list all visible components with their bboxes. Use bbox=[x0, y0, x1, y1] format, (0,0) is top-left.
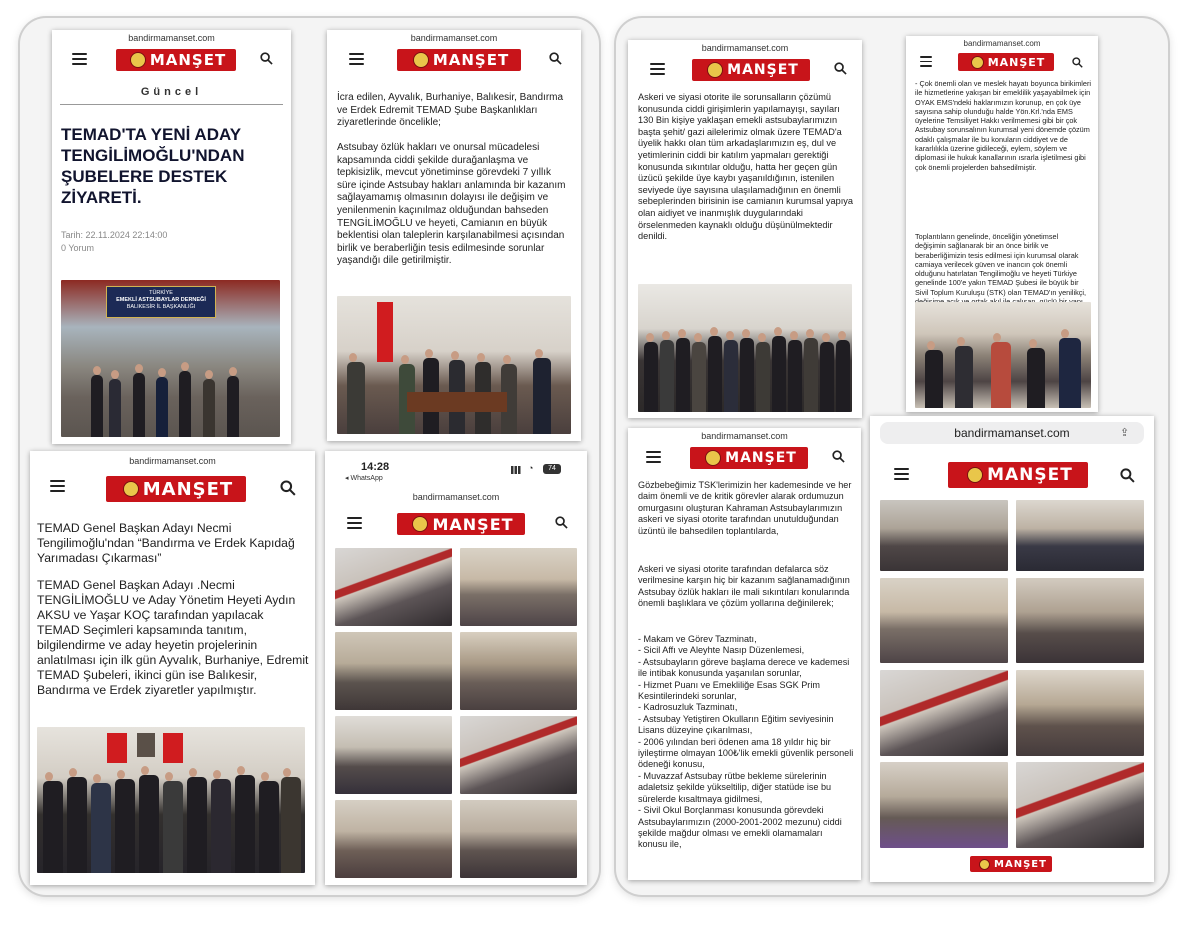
emblem-icon bbox=[412, 516, 428, 532]
comment-count[interactable]: 0 Yorum bbox=[61, 243, 95, 253]
search-icon[interactable] bbox=[555, 516, 568, 529]
site-header bbox=[52, 43, 291, 77]
gallery-photo[interactable] bbox=[460, 800, 577, 878]
menu-icon[interactable] bbox=[646, 451, 661, 463]
list-item: - Astsubayların göreve başlama derece ve kademesi ile intibak konusunda yaşanılan sorunlar, bbox=[638, 656, 850, 679]
site-url: bandirmamanset.com bbox=[701, 43, 789, 53]
search-icon[interactable] bbox=[1120, 468, 1135, 483]
article-photo bbox=[37, 727, 305, 873]
address-bar[interactable] bbox=[880, 422, 1144, 444]
search-icon[interactable] bbox=[834, 62, 847, 75]
article-title: TEMAD'TA YENİ ADAY TENGİLİMOĞLU'NDAN ŞUBELERE DESTEK ZİYARETİ. bbox=[61, 125, 245, 207]
gallery-photo[interactable] bbox=[460, 548, 577, 626]
article-card-2 bbox=[327, 30, 581, 441]
article-card-3 bbox=[30, 451, 315, 885]
gallery-photo[interactable] bbox=[1016, 762, 1144, 848]
address-bar-url: bandirmamanset.com bbox=[954, 426, 1070, 440]
gallery-photo[interactable] bbox=[460, 716, 577, 794]
site-header bbox=[870, 458, 1154, 492]
share-icon[interactable]: ⇪ bbox=[1120, 427, 1130, 439]
article-card-1 bbox=[52, 30, 291, 444]
menu-icon[interactable] bbox=[920, 56, 932, 68]
search-icon[interactable] bbox=[832, 450, 845, 463]
emblem-icon bbox=[707, 62, 723, 78]
gallery-photo[interactable] bbox=[460, 632, 577, 710]
site-logo[interactable]: MANŞET bbox=[397, 49, 521, 71]
emblem-icon bbox=[413, 52, 429, 68]
list-item: - Muvazzaf Astsubay rütbe bekleme sürelerinin adaletsiz şekilde yükseltilip, diğer statüde ise bu sürelerde kısaltmaya gidilmesi, bbox=[638, 770, 832, 804]
table bbox=[407, 392, 507, 412]
site-url: bandirmamanset.com bbox=[701, 431, 788, 441]
footer-logo[interactable]: MANŞET bbox=[970, 856, 1052, 872]
menu-icon[interactable] bbox=[650, 63, 665, 75]
menu-icon[interactable] bbox=[347, 517, 362, 529]
gallery-photo[interactable] bbox=[880, 670, 1008, 756]
site-header bbox=[327, 43, 581, 77]
site-logo[interactable]: MANŞET bbox=[958, 53, 1054, 71]
site-logo[interactable]: MANŞET bbox=[397, 513, 525, 535]
list-item: - Makam ve Görev Tazminatı, bbox=[638, 634, 757, 644]
emblem-icon bbox=[705, 450, 721, 466]
association-sign: TÜRKİYE EMEKLİ ASTSUBAYLAR DERNEĞİ BALIKESİR İL BAŞKANLIĞI bbox=[106, 286, 216, 318]
gallery-photo[interactable] bbox=[1016, 670, 1144, 756]
site-logo[interactable]: MANŞET bbox=[106, 476, 246, 502]
site-url: bandirmamanset.com bbox=[129, 456, 216, 466]
emblem-icon bbox=[971, 56, 984, 69]
menu-icon[interactable] bbox=[894, 468, 909, 480]
gallery-photo[interactable] bbox=[880, 578, 1008, 663]
wifi-icon: ◔ bbox=[528, 463, 534, 473]
article-body: Askeri ve siyasi otorite ile sorunsalların çözümü konusunda ciddi girişimlerin yapılamayışı, sayıları 130 Bin kişiye yaklaşan emekli astsubaylarımızın başta şehit/ gazi ailelerimiz olmak üzere TEMAD'a üyelik hakkı olan tüm arkadaşlarımızın eş, dul ve yetimlerinin ciddi bir katılım yapmaları gerektiği konusunda sıkıntılar olduğu, hatta her geçen gün üzücü şekilde üye kaybı yaşanıldığının, istenilen seviyede üye sayısına ulaşılamadığının en önemli sebeplerinden birisinin ise camianın kurumsal yapıya olan aidiyet ve inanmışlık duygularındaki örselenmeden kaynaklı olduğu düşünülmektedir denildi. bbox=[638, 92, 853, 242]
list-item: - Sicil Affı ve Aleyhte Nasıp Düzenlemesi, bbox=[638, 645, 805, 656]
search-icon[interactable] bbox=[549, 52, 562, 65]
site-logo[interactable]: MANŞET bbox=[690, 447, 808, 469]
list-item: - Hizmet Puanı ve Emekliliğe Esas SGK Prim Kesintilerindeki sorunlar, bbox=[638, 679, 820, 702]
search-icon[interactable] bbox=[260, 52, 273, 65]
article-card-7 bbox=[628, 428, 861, 880]
whatsapp-back[interactable]: ◂ WhatsApp bbox=[345, 475, 383, 482]
category-label[interactable]: Güncel bbox=[140, 86, 203, 98]
gallery-photo[interactable] bbox=[335, 632, 452, 710]
search-icon[interactable] bbox=[280, 480, 296, 496]
site-header bbox=[628, 53, 862, 87]
portrait-frame bbox=[137, 733, 155, 757]
list-item: - Sivil Okul Borçlanması konusunda görevdeki Astsubaylarımızın (2000-2001-2002 mezunu) ciddi şekilde mağdur olması ve emekli olamamaları konusu ile, bbox=[638, 805, 842, 850]
list-item: - Kadrosuzluk Tazminatı, bbox=[638, 702, 738, 713]
site-header bbox=[325, 507, 587, 541]
article-card-6 bbox=[906, 36, 1098, 412]
category-divider bbox=[60, 104, 283, 105]
gallery-photo[interactable] bbox=[1016, 578, 1144, 663]
signal-icon bbox=[511, 466, 523, 474]
article-photo bbox=[61, 280, 280, 437]
article-date: Tarih: 22.11.2024 22:14:00 bbox=[61, 230, 168, 240]
menu-icon[interactable] bbox=[50, 480, 65, 492]
article-paragraph-2: Toplantıların genelinde, önceliğin yönetimsel değişimin sağlanarak bir an önce birlik ve beraberliğimizin tesis edilmesi için kurumsal olarak camiaya verilecek güven ve inancın çok önemli olduğunu hatırlatan Tengilimoğlu ve heyeti Türkiye genelinde 100'e yakın TEMAD Şubesi ile büyük bir Sivil Toplum Kuruluşu (STK) olan TEMAD'ın yenilikçi, bbox=[915, 232, 1087, 297]
emblem-icon bbox=[130, 52, 146, 68]
article-card-4 bbox=[325, 451, 587, 885]
article-card-8 bbox=[870, 416, 1154, 882]
menu-icon[interactable] bbox=[72, 53, 87, 65]
emblem-icon bbox=[967, 467, 983, 483]
article-paragraph-1: Gözbebeğimiz TSK'lerimizin her kademesinde ve her daim önemli ve de kritik görevler alarak ordumuzun omurgasını oluşturan Kahraman Astsubaylarımızın askeri ve siyasi otorite tarafından unutulduğundan üzüntü ile bahsedilen toplantılarda, bbox=[638, 480, 852, 536]
site-url: bandirmamanset.com bbox=[412, 492, 500, 502]
gallery-photo[interactable] bbox=[335, 800, 452, 878]
site-url: bandirmamanset.com bbox=[963, 39, 1041, 48]
article-photo bbox=[337, 296, 571, 434]
emblem-icon bbox=[979, 859, 990, 870]
site-url: bandirmamanset.com bbox=[128, 33, 215, 43]
site-header bbox=[628, 441, 861, 475]
emblem-flag bbox=[163, 733, 183, 763]
article-photo bbox=[638, 284, 852, 412]
search-icon[interactable] bbox=[1072, 55, 1083, 66]
gallery-photo[interactable] bbox=[880, 500, 1008, 571]
site-header bbox=[30, 466, 315, 510]
article-body: TEMAD Genel Başkan Adayı .Necmi TENGİLİMOĞLU ve Aday Yönetim Heyeti Aydın AKSU ve Yaşar KOÇ tarafından yapılacak TEMAD Seçimleri kapsamında tanıtım, bilgilendirme ve aday heyetin projelerinin anlatılması için ilk gün Ayvalık, Burhaniye, Edremit TEMAD Şubeleri, ikinci gün ise Balıkesir, Bandırma ve Erdek ziyaretler yapılmıştır. bbox=[37, 578, 309, 697]
article-paragraph-1: İcra edilen, Ayvalık, Burhaniye, Balıkesir, Bandırma ve Erdek Edremit TEMAD Şube Başkanlıkları ziyaretlerinde öncelikle; bbox=[337, 92, 564, 129]
gallery-photo[interactable] bbox=[335, 548, 452, 626]
article-card-5 bbox=[628, 40, 862, 418]
menu-icon[interactable] bbox=[349, 53, 364, 65]
gallery-photo[interactable] bbox=[880, 762, 1008, 848]
article-paragraph-1: - Çok önemli olan ve meslek hayatı boyunca birikimleri ile hizmetlerine yakışan bir emeklilik yaşayabilmek için OYAK EMS'ndeki haklarımızın korunup, en çok üye sayısına sahip olunduğu halde Yön.Krl.'nda EMS üyelerine Temsiliyet Hakkı verilmemesi gibi bir çok Astsubay sorunsalının kurumsal yeni dönemde çözüm odaklı çalışmalar ile bu konuların ciddiyet ve de kararlılıkla üzerine gidileceği, eylem, söylem ve diplomasi ile hukuk kanallarının ısrarla işletilmesi gibi çok önemli projelerden bahsedilmiştir. bbox=[915, 79, 1092, 172]
issues-list bbox=[638, 634, 854, 851]
site-logo[interactable]: MANŞET bbox=[116, 49, 236, 71]
list-item: - 2006 yılından beri ödenen ama 18 yıldır hiç bir iyileştirme olmayan 100₺'lik emekli güvenlik personeli ödeneği konusu, bbox=[638, 736, 854, 770]
gallery-photo[interactable] bbox=[335, 716, 452, 794]
site-header bbox=[906, 48, 1098, 76]
site-logo[interactable]: MANŞET bbox=[948, 462, 1088, 488]
emblem-icon bbox=[123, 481, 139, 497]
status-time: 14:28 bbox=[361, 461, 390, 473]
article-paragraph-2: Askeri ve siyasi otorite tarafından defalarca söz verilmesine karşın hiç bir kazanım sağlanamadığının Astsubay özlük hakları ile mali sıkıntıları konularında önemli başlıklara ve çözüm yollarına değinilerek; bbox=[638, 564, 850, 609]
article-heading: TEMAD Genel Başkan Adayı Necmi Tengilimoğlu'ndan “Bandırma ve Erdek Kapıdağ Yarımadası Çıkarması” bbox=[37, 521, 295, 565]
battery-indicator: 74 bbox=[543, 464, 561, 474]
article-photo bbox=[915, 302, 1091, 408]
turkish-flag bbox=[107, 733, 127, 763]
article-paragraph-2: Astsubay özlük hakları ve onursal mücadelesi kapsamında ciddi şekilde durağanlaşma ve tepkisizlik, mevcut yönetiminse görevdeki 7 yıllık süre içinde Astsubay hakları anlamında bir kazanım sağlayamamış olmasının dolayısı ile değişim ve yenilenmenin kaçınılmaz olduğundan bahseden TENGİLİMOĞLU ve heyeti, Camianın en büyük beklentisi olan taleplerin karşılanabilmesi açısından birlik ve beraberliğin tesis edilmesinde sorunlar yaşandığı dile getirilmiştir. bbox=[337, 142, 566, 267]
turkish-flag bbox=[377, 302, 393, 362]
site-url: bandirmamanset.com bbox=[410, 33, 498, 43]
gallery-photo[interactable] bbox=[1016, 500, 1144, 571]
list-item: - Astsubay Yetiştiren Okulların Eğitim seviyesinin Lisans düzeyine çıkarılması, bbox=[638, 713, 834, 736]
site-logo[interactable]: MANŞET bbox=[692, 59, 810, 81]
